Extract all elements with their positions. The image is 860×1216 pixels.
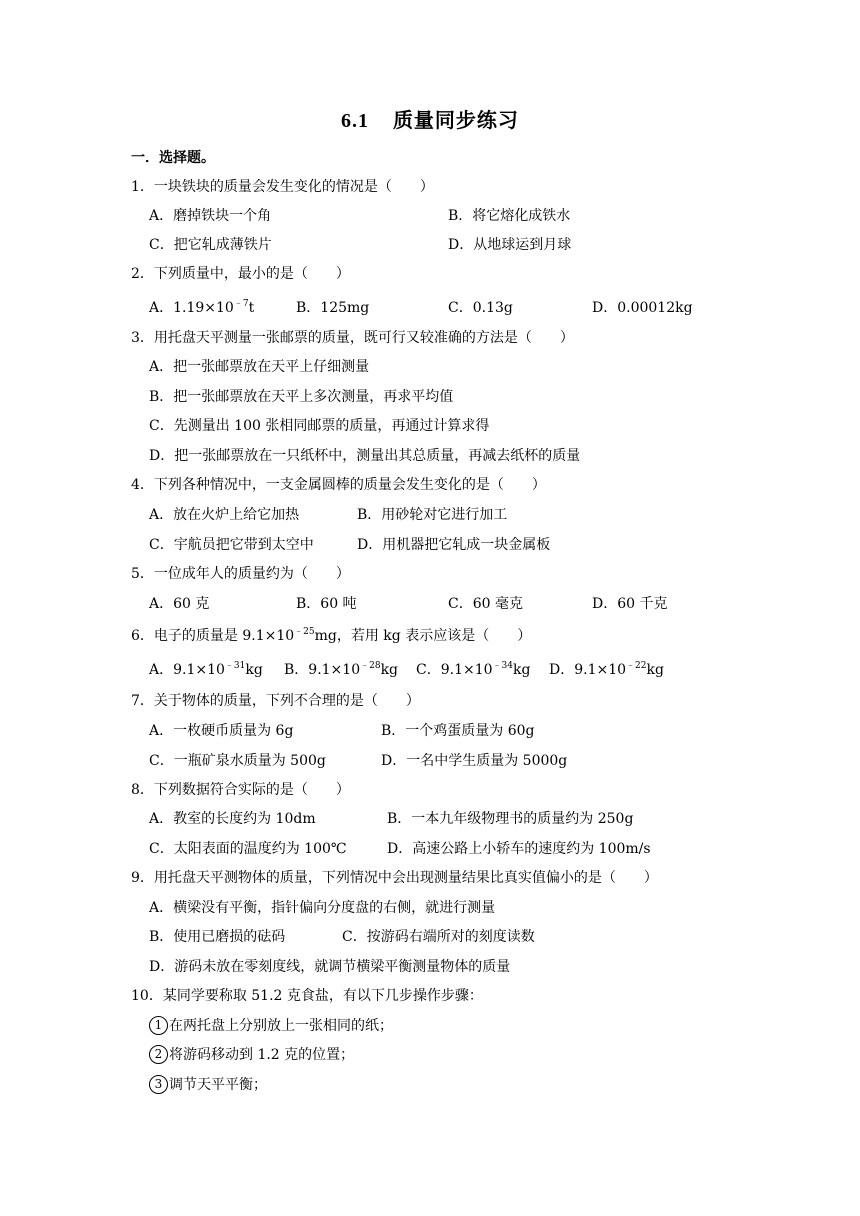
question-2-option-d: D．0.00012kg: [592, 300, 693, 316]
question-3-stem: 3．用托盘天平测量一张邮票的质量，既可行又较准确的方法是（ ）: [131, 330, 574, 346]
question-8-option-d: D．高速公路上小轿车的速度约为 100m/s: [387, 841, 651, 857]
question-7-stem: 7．关于物体的质量，下列不合理的是（ ）: [131, 693, 420, 709]
question-8-option-b: B．一本九年级物理书的质量约为 250g: [387, 811, 634, 827]
question-9-option-a: A．横梁没有平衡，指针偏向分度盘的右侧，就进行测量: [149, 900, 496, 916]
question-1-option-c: C．把它轧成薄铁片: [149, 237, 272, 253]
question-5-option-c: C．60 毫克: [448, 596, 523, 612]
question-3-option-a: A．把一张邮票放在天平上仔细测量: [149, 359, 370, 375]
question-4-option-a: A．放在火炉上给它加热: [149, 507, 300, 523]
question-7-option-a: A．一枚硬币质量为 6g: [149, 723, 294, 739]
question-5-stem: 5．一位成年人的质量约为（ ）: [131, 566, 350, 582]
question-8-option-a: A．教室的长度约为 10dm: [149, 811, 316, 827]
question-3-option-b: B．把一张邮票放在天平上多次测量，再求平均值: [149, 389, 454, 405]
page-title: [0, 104, 860, 133]
question-10-step-3: 3 调节天平平衡；: [149, 1075, 267, 1095]
step-2-marker: 2: [149, 1045, 168, 1064]
question-5-option-b: B．60 吨: [296, 596, 357, 612]
question-6-stem: 6．电子的质量是 $9.1\times 10^{﹣25}mg$，若用 kg 表示应该是（ ）: [131, 627, 532, 644]
question-9-option-d: D．游码未放在零刻度线，就调节横梁平衡测量物体的质量: [149, 959, 511, 975]
question-3-option-d: D．把一张邮票放在一只纸杯中，测量出其总质量，再减去纸杯的质量: [149, 448, 581, 464]
question-9-stem: 9．用托盘天平测物体的质量，下列情况中会出现测量结果比真实值偏小的是（ ）: [131, 870, 658, 886]
question-6-option-b: B．$9.1\times 10^{﹣28}kg$: [284, 661, 399, 678]
section-heading: 一．选择题。: [131, 150, 215, 166]
question-9-option-c: C．按游码右端所对的刻度读数: [342, 929, 535, 945]
question-5-option-d: D．60 千克: [592, 596, 668, 612]
question-9-option-b: B．使用已磨损的砝码: [149, 929, 286, 945]
question-8-stem: 8．下列数据符合实际的是（ ）: [131, 782, 350, 798]
question-6-option-a: A．$9.1\times 10^{﹣31}kg$: [149, 661, 263, 678]
question-2-stem: 2．下列质量中，最小的是（ ）: [131, 266, 350, 282]
question-6-option-c: C．$9.1\times 10^{﹣34}kg$: [416, 661, 531, 678]
question-1-stem: 1．一块铁块的质量会发生变化的情况是（ ）: [131, 179, 434, 195]
question-6-option-d: D．$9.1\times 10^{﹣22}kg$: [549, 661, 664, 678]
question-4-option-d: D．用机器把它轧成一块金属板: [357, 537, 551, 553]
question-8-option-c: C．太阳表面的温度约为 100℃: [149, 841, 347, 857]
title-text: 质量同步练习: [392, 108, 519, 132]
step-3-marker: 3: [149, 1075, 168, 1094]
question-7-option-c: C．一瓶矿泉水质量为 500g: [149, 753, 326, 769]
question-2-option-b: B．125mg: [296, 300, 370, 316]
question-10-step-2: 2 将游码移动到 1.2 克的位置；: [149, 1045, 354, 1065]
question-5-option-a: A．60 克: [149, 596, 210, 612]
question-7-option-d: D．一名中学生质量为 5000g: [381, 753, 568, 769]
question-1-option-a: A．磨掉铁块一个角: [149, 208, 272, 224]
question-3-option-c: C．先测量出 100 张相同邮票的质量，再通过计算求得: [149, 418, 490, 434]
question-1-option-d: D．从地球运到月球: [448, 237, 572, 253]
question-7-option-b: B．一个鸡蛋质量为 60g: [381, 723, 535, 739]
step-1-marker: 1: [149, 1016, 168, 1035]
question-2-option-c: C．0.13g: [448, 300, 513, 316]
question-2-option-a: A．$1.19\times 10^{﹣7}t$: [149, 299, 255, 316]
question-10-stem: 10．某同学要称取 51.2 克食盐，有以下几步操作步骤：: [131, 988, 483, 1004]
question-4-stem: 4．下列各种情况中，一支金属圆棒的质量会发生变化的是（ ）: [131, 477, 546, 493]
question-4-option-b: B．用砂轮对它进行加工: [357, 507, 508, 523]
question-1-option-b: B．将它熔化成铁水: [448, 208, 571, 224]
question-4-option-c: C．宇航员把它带到太空中: [149, 537, 314, 553]
question-10-step-1: 1 在两托盘上分别放上一张相同的纸；: [149, 1016, 393, 1036]
title-number: 6.1: [341, 110, 370, 132]
